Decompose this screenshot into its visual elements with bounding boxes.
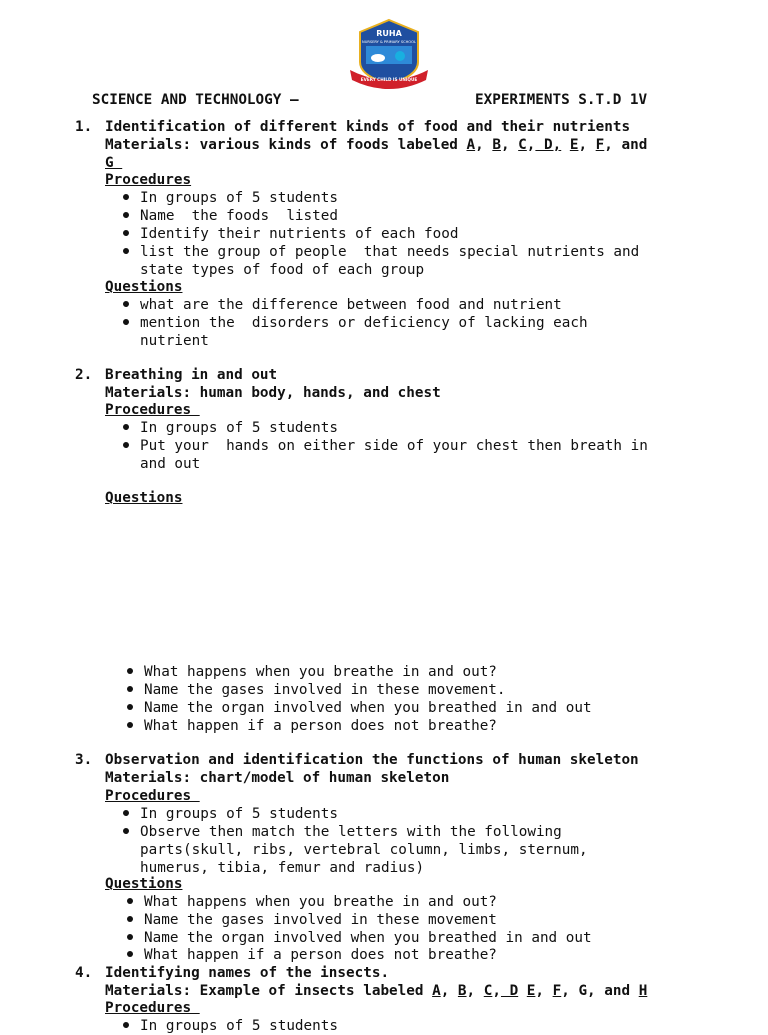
list-item: list the group of people that needs special nutrients and [140,244,640,260]
list-item: In groups of 5 students [140,1018,338,1034]
section-2-title: Breathing in and out [105,367,278,383]
list-item: In groups of 5 students [140,190,338,206]
bullet [123,248,129,254]
bullet [127,668,133,674]
svg-text:NURSERY & PRIMARY SCHOOL: NURSERY & PRIMARY SCHOOL [362,40,416,44]
bullet [123,194,129,200]
section-1-questions-heading: Questions [105,279,183,295]
list-item: Name the organ involved when you breathed in and out [144,700,592,716]
section-3-title: Observation and identification the functions of human skeleton [105,752,639,768]
bullet [127,916,133,922]
bullet [127,951,133,957]
bullet [123,1022,129,1028]
list-item: what are the difference between food and nutrient [140,297,562,313]
list-item: Name the foods listed [140,208,338,224]
bullet [123,424,129,430]
list-item-cont: nutrient [140,333,209,349]
bullet [127,898,133,904]
bullet [123,230,129,236]
section-2-procedures-heading: Procedures [105,402,200,418]
bullet [123,810,129,816]
header-left: SCIENCE AND TECHNOLOGY – [92,92,299,108]
list-item: In groups of 5 students [140,420,338,436]
list-item: Name the gases involved in these movement [144,912,497,928]
list-item: Identify their nutrients of each food [140,226,459,242]
list-item-cont: humerus, tibia, femur and radius) [140,860,425,876]
bullet [127,704,133,710]
list-item-cont: and out [140,456,201,472]
list-item: Observe then match the letters with the following [140,824,562,840]
section-3-number: 3. [75,752,93,768]
bullet [127,722,133,728]
list-item: Name the organ involved when you breathed in and out [144,930,592,946]
bullet [123,442,129,448]
section-1-materials: Materials: various kinds of foods labeled A, B, C, D, E, F, and [105,137,648,153]
section-2-questions-heading: Questions [105,490,183,506]
list-item: In groups of 5 students [140,806,338,822]
section-2-materials: Materials: human body, hands, and chest [105,385,441,401]
bullet [123,319,129,325]
bullet [127,934,133,940]
section-4-title: Identifying names of the insects. [105,965,390,981]
section-1-number: 1. [75,119,93,135]
svg-text:EVERY CHILD IS UNIQUE: EVERY CHILD IS UNIQUE [360,77,418,82]
list-item: What happen if a person does not breathe? [144,718,497,734]
header-right: EXPERIMENTS S.T.D 1V [475,92,648,108]
list-item: Name the gases involved in these movement. [144,682,506,698]
section-4-procedures-heading: Procedures [105,1000,200,1016]
section-4-number: 4. [75,965,93,981]
section-1-materials-cont: G [105,155,123,171]
section-3-materials: Materials: chart/model of human skeleton [105,770,450,786]
school-logo [348,18,430,90]
list-item: Put your hands on either side of your chest then breath in [140,438,648,454]
bullet [127,686,133,692]
section-4-materials: Materials: Example of insects labeled A, B, C, D E, F, G, and H [105,983,648,999]
list-item-cont: state types of food of each group [140,262,425,278]
section-3-questions-heading: Questions [105,876,183,892]
section-2-number: 2. [75,367,93,383]
list-item: What happen if a person does not breathe? [144,947,497,963]
list-item: What happens when you breathe in and out? [144,664,497,680]
bullet [123,301,129,307]
bullet [123,828,129,834]
section-1-title: Identification of different kinds of food and their nutrients [105,119,631,135]
bullet [123,212,129,218]
list-item: What happens when you breathe in and out? [144,894,497,910]
svg-text:RUHA: RUHA [376,29,402,38]
list-item: mention the disorders or deficiency of lacking each [140,315,588,331]
section-3-procedures-heading: Procedures [105,788,200,804]
section-1-procedures-heading: Procedures [105,172,192,188]
list-item-cont: parts(skull, ribs, vertebral column, limbs, sternum, [140,842,588,858]
